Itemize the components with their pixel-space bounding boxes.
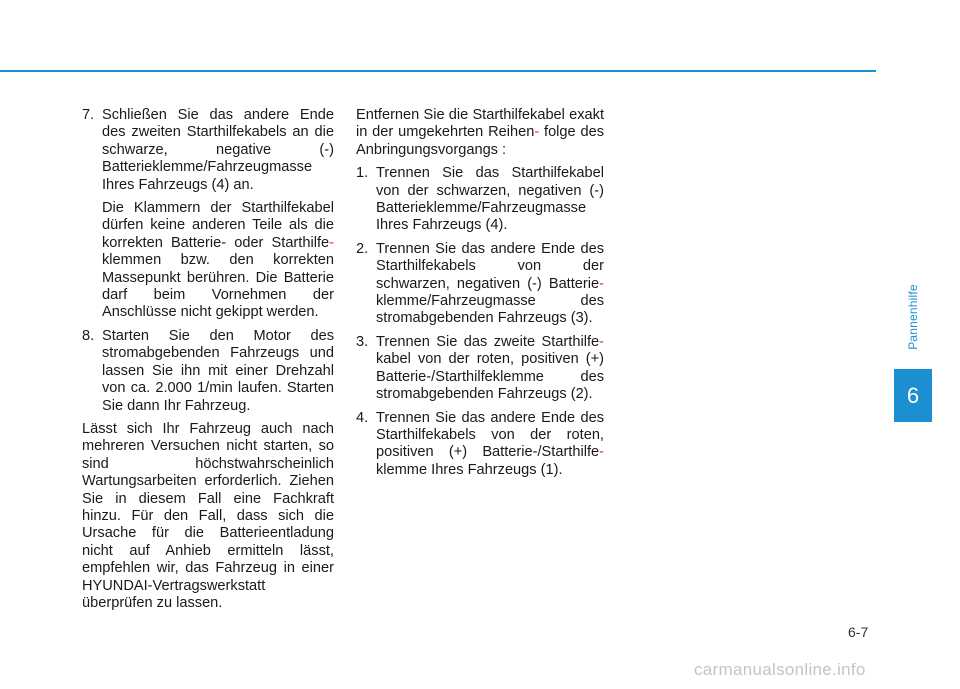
right-column — [356, 107, 604, 485]
step-text — [376, 241, 604, 328]
body-paragraph: Lässt sich Ihr Fahrzeug auch nach mehreren Versuchen nicht starten, so sind höchstwahrscheinlich Wartungsarbeiten erforderlich. Ziehen Sie in diesem Fall eine Fachkraft hinzu. Für den Fall, dass sich die Ursache für die Batterieentladung nicht auf Anhieb ermitteln lässt, empfehlen wir, das Fahrzeug in einer HYUNDAI-Vertragswerkstatt überprüfen zu lassen. — [82, 420, 334, 611]
removal-step-2 — [356, 241, 604, 328]
step-part1: Trennen Sie das andere Ende des Starthilfekabels von der schwarzen, negativen (-) Batterie — [376, 240, 604, 292]
hyphen-mark: - — [599, 444, 604, 461]
step-part1: Trennen Sie das zweite Starthilfe — [376, 333, 600, 350]
page-number: 6-7 — [848, 624, 869, 640]
step-number: 4. — [356, 409, 369, 426]
chapter-number: 6 — [906, 382, 920, 408]
step-part2: klemme Ihres Fahrzeugs (1). — [376, 461, 563, 478]
step-part1: Trennen Sie das Starthilfekabel von der schwarzen, negativen (-) Batterieklemme/Fahrzeugmasse Ihres Fahrzeugs (4). — [376, 165, 604, 234]
hyphen-mark: - — [329, 234, 334, 251]
removal-step-4 — [356, 410, 604, 480]
intro-paragraph — [356, 107, 604, 159]
header-rule — [0, 70, 876, 72]
watermark: carmanualsonline.info — [694, 660, 866, 679]
step-part2: kabel von der roten, positiven (+) Batterie-/Starthilfeklemme des stromabgebenden Fahrzeugs (2). — [376, 351, 604, 403]
chapter-tab — [894, 369, 932, 422]
step-note — [102, 200, 334, 322]
note-part2: klemmen bzw. den korrekten Massepunkt berühren. Die Batterie darf beim Vornehmen der Anschlüsse nicht gekippt werden. — [102, 252, 334, 321]
step-text: Schließen Sie das andere Ende des zweiten Starthilfekabels an die schwarze, negative (-) Batterieklemme/Fahrzeugmasse Ihres Fahrzeugs (4) an. — [102, 107, 334, 193]
hyphen-mark: - — [534, 124, 540, 141]
step-number: 8. — [82, 327, 95, 344]
step-8 — [82, 328, 334, 415]
note-part1: Die Klammern der Starthilfekabel dürfen keine anderen Teile als die korrekten Batterie- oder Starthilfe — [102, 200, 334, 251]
step-number: 2. — [356, 240, 369, 257]
removal-step-1 — [356, 165, 604, 235]
step-7 — [82, 107, 334, 322]
step-part2: klemme/Fahrzeugmasse des stromabgebenden Fahrzeugs (3). — [376, 293, 604, 327]
step-part1: Trennen Sie das andere Ende des Starthilfekabels von der roten, positiven (+) Batterie-/Starthilfe — [376, 409, 604, 461]
step-text — [376, 410, 604, 480]
step-number: 1. — [356, 165, 369, 182]
step-number: 7. — [82, 107, 95, 123]
intro-part1: Entfernen Sie die Starthilfekabel exakt in der umgekehrten Reihen — [356, 107, 604, 141]
section-label-text: Pannenhilfe — [905, 284, 920, 350]
left-column — [82, 107, 334, 618]
step-text — [376, 334, 604, 404]
removal-step-3 — [356, 334, 604, 404]
intro-part2: folge des Anbringungsvorgangs : — [356, 124, 605, 158]
hyphen-mark: - — [599, 275, 604, 292]
hyphen-mark: - — [599, 333, 604, 350]
step-text — [376, 165, 604, 235]
section-label — [904, 284, 921, 350]
step-text: Starten Sie den Motor des stromabgebenden Fahrzeugs und lassen Sie ihn mit einer Drehzahl von ca. 2.000 1/min laufen. Starten Sie dann Ihr Fahrzeug. — [102, 327, 334, 414]
step-number: 3. — [356, 333, 369, 350]
